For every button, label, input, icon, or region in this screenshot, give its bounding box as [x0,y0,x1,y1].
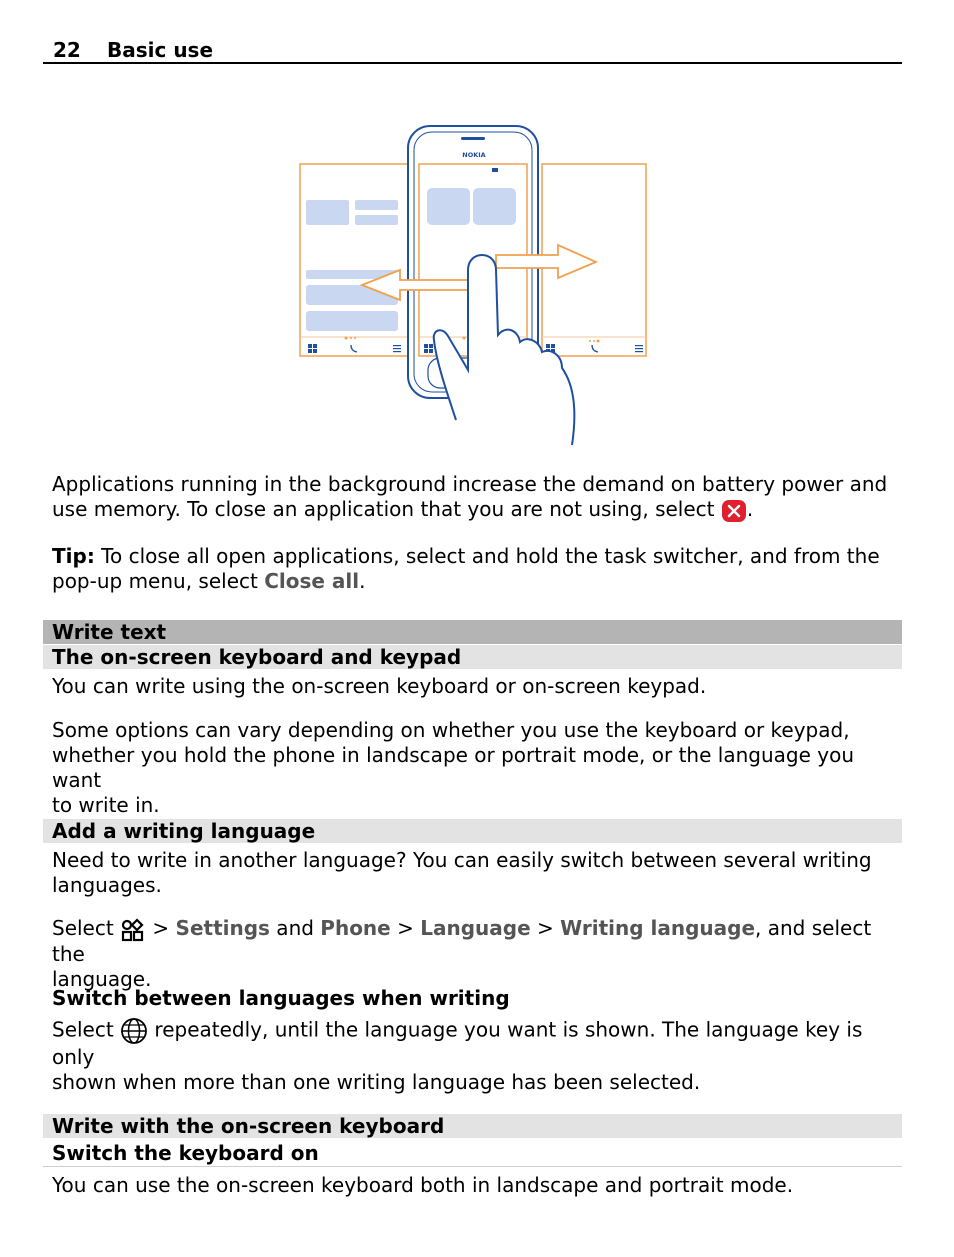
section-heading-write-text: Write text [43,620,902,644]
paragraph-background-apps: Applications running in the background increase the demand on battery power and use memory. To close an application that you are not using, select . [52,472,888,521]
paragraph-keyboard-keypad: You can write using the on-screen keyboard or on-screen keypad. [52,674,707,698]
phone-brand: NOKIA [462,151,486,159]
subheading-write-keyboard: Write with the on-screen keyboard [43,1114,902,1138]
subheading-switch-keyboard-on: Switch the keyboard on [52,1141,319,1165]
paragraph-options-vary: Some options can vary depending on whether you use the keyboard or keypad, whether you hold the phone in landscape or portrait mode, or the language you want to write in. [52,718,854,817]
close-icon[interactable] [721,499,747,523]
paragraph-keyboard-modes: You can use the on-screen keyboard both in landscape and portrait mode. [52,1173,794,1197]
tip-label: Tip: [52,544,95,568]
paragraph-select-settings: Select > Settings and Phone > Language > Writing language, and select the language. [52,916,872,991]
subheading-add-language: Add a writing language [43,819,902,843]
paragraph-another-language: Need to write in another language? You can easily switch between several writing languages. [52,848,872,897]
paragraph-switch-languages: Select repeatedly, until the language you want is shown. The language key is only shown when more than one writing language has been selected. [52,1017,863,1094]
menu-grid-icon[interactable] [120,918,146,942]
tip-paragraph: Tip: To close all open applications, select and hold the task switcher, and from the pop-up menu, select Close all. [52,544,880,593]
subheading-switch-languages: Switch between languages when writing [52,986,510,1010]
divider [43,1166,902,1167]
section-title: Basic use [107,38,214,62]
task-switcher-illustration [296,120,656,450]
page-header [43,36,902,64]
phone-menu-item: Phone [320,916,391,940]
subheading-keyboard-keypad: The on-screen keyboard and keypad [43,645,902,669]
close-all-menu-item: Close all [264,569,360,593]
language-menu-item: Language [420,916,531,940]
left-home-screen [300,164,410,356]
page-number: 22 [53,38,81,62]
globe-language-icon[interactable] [120,1017,148,1045]
settings-menu-item: Settings [175,916,270,940]
writing-language-menu-item: Writing language [560,916,756,940]
